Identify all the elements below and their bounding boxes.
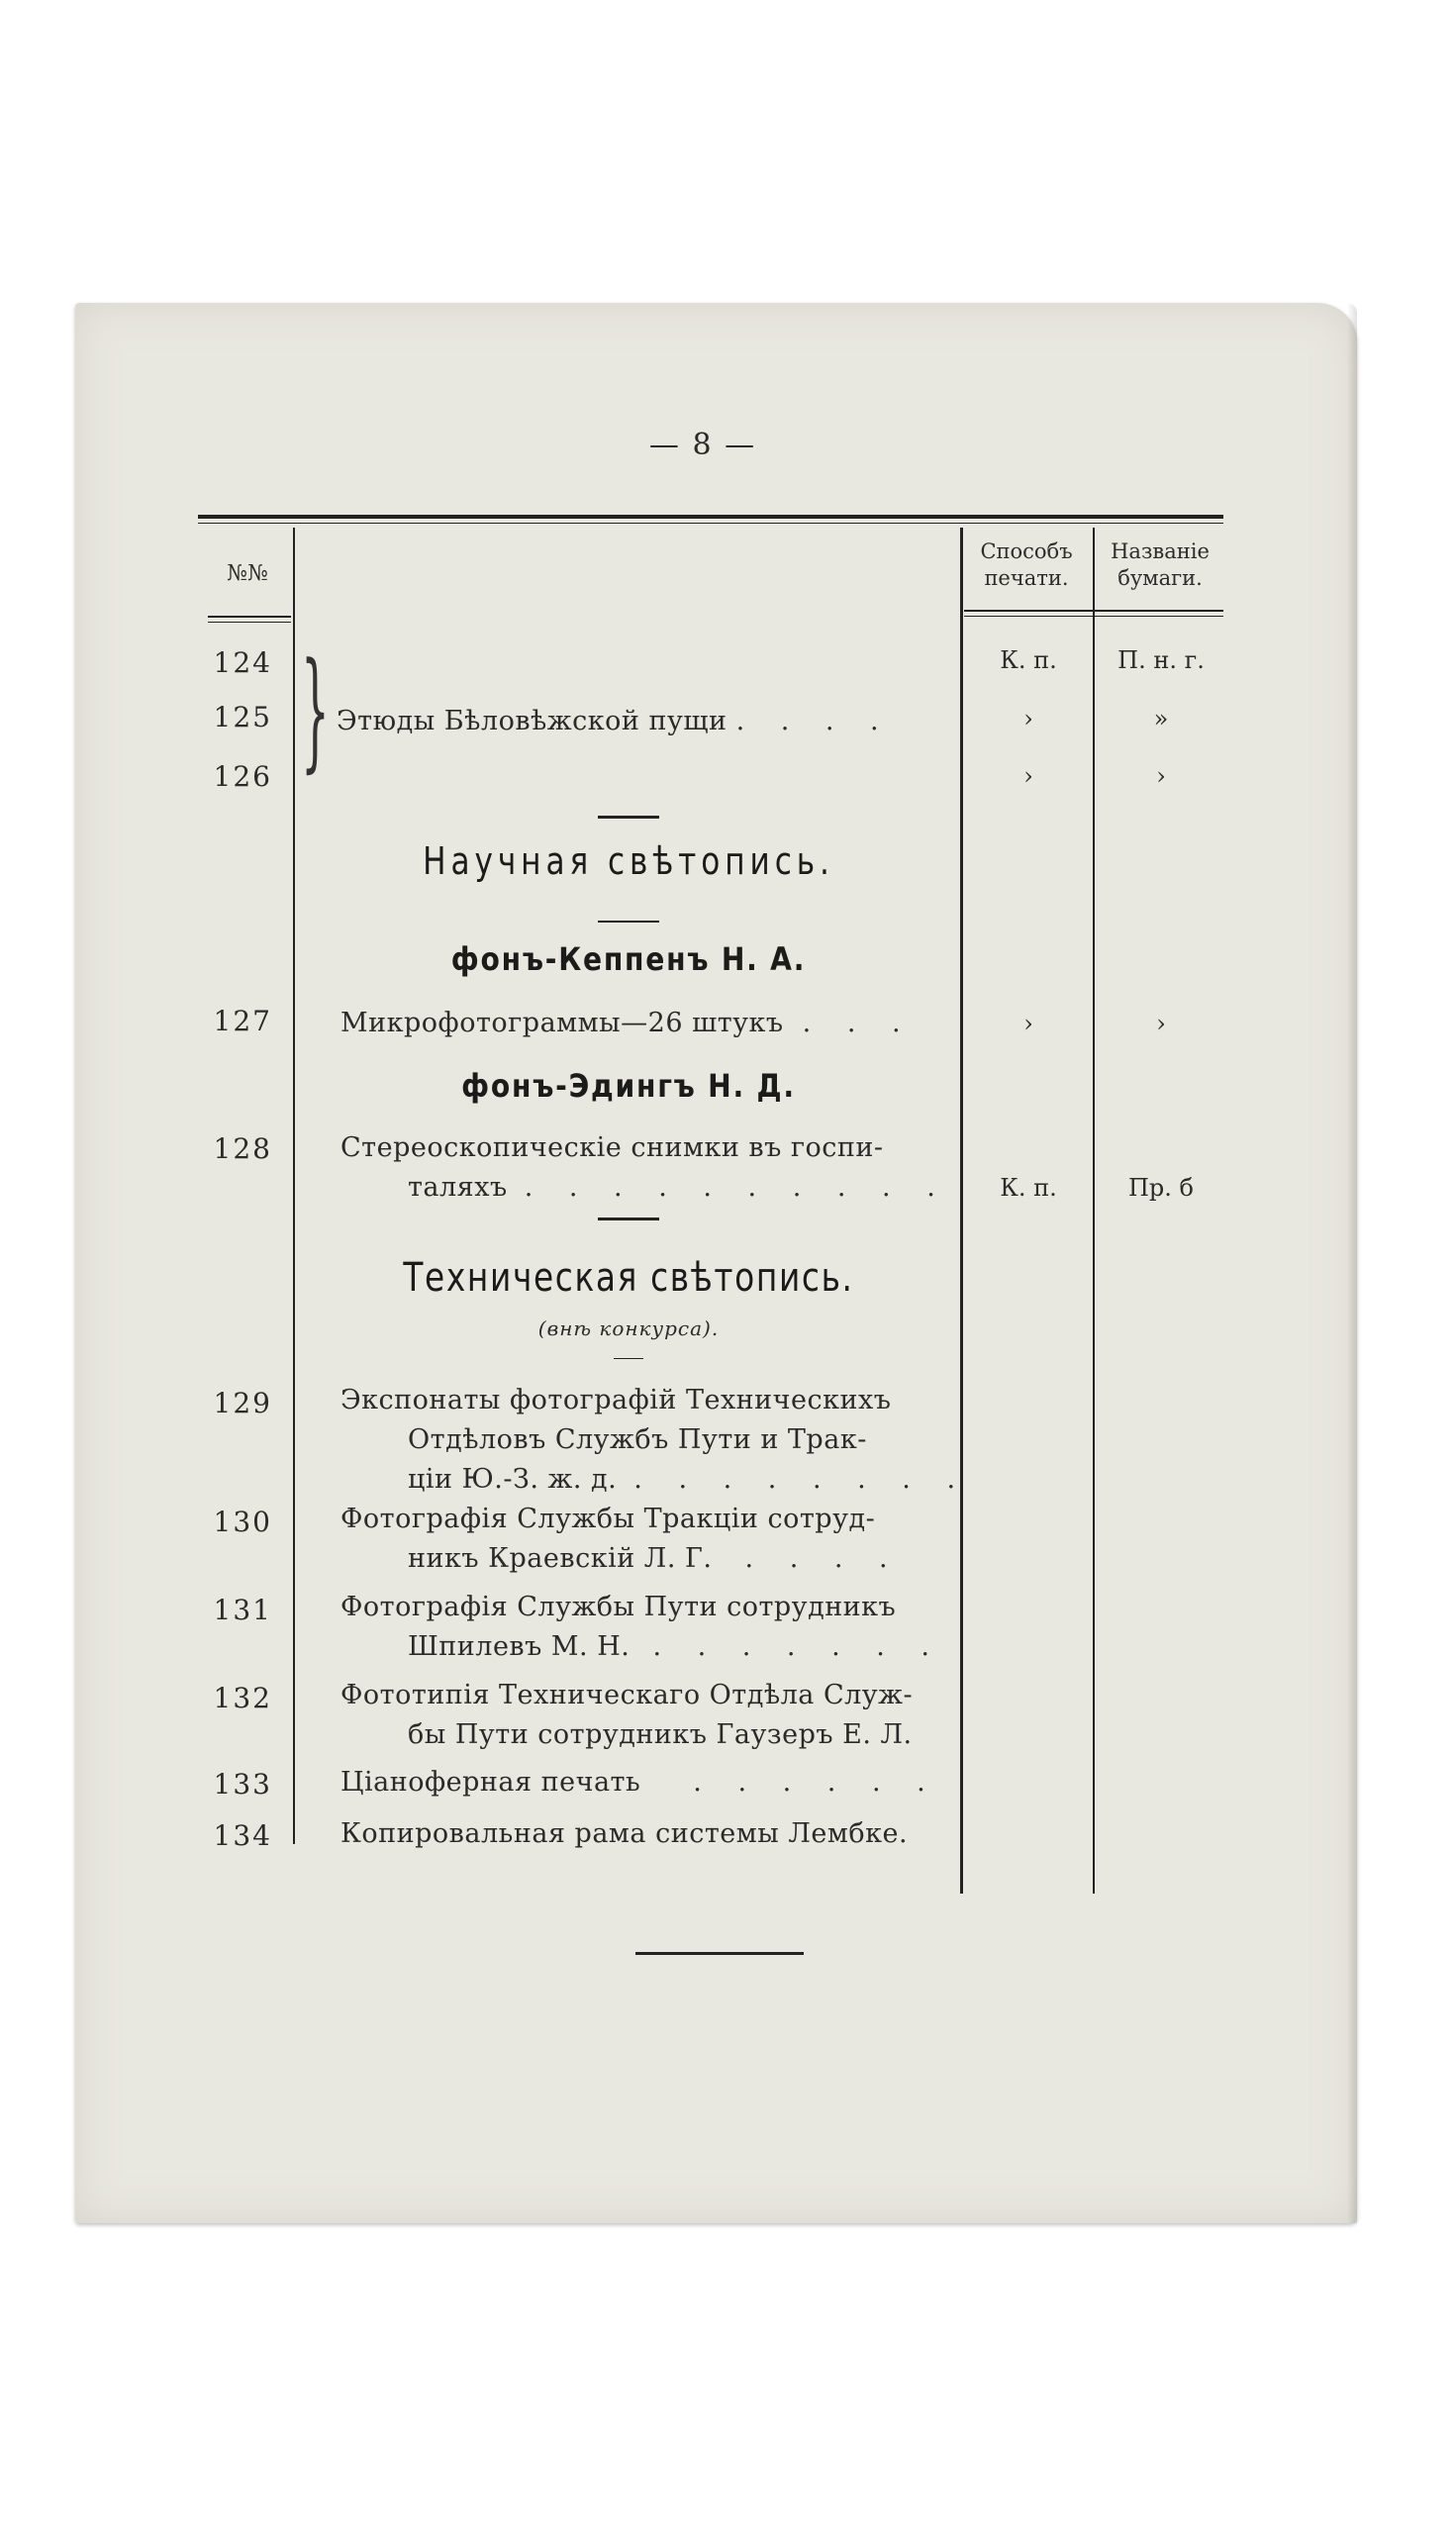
header-paper — [1093, 538, 1227, 592]
footer-rule — [635, 1952, 804, 1955]
entry-number-126: 126 — [213, 760, 272, 793]
header-num: №№ — [227, 561, 268, 586]
section-rule-top-technical — [598, 1218, 659, 1220]
entry-line3-129 — [340, 1460, 969, 1500]
entry-dots-131: . . . . . . . — [652, 1631, 944, 1662]
entry-paper-126: › — [1156, 762, 1166, 790]
table-top-rule-thin — [198, 523, 1223, 524]
column-divider-paper — [1093, 528, 1095, 1894]
entry-number-129: 129 — [213, 1387, 272, 1419]
header-rule-cols-2 — [964, 616, 1223, 617]
entry-method-128: К. п. — [1000, 1174, 1057, 1202]
entry-dots-125: . . . . — [735, 706, 893, 736]
entry-title-130 — [340, 1500, 902, 1579]
entry-number-131: 131 — [213, 1594, 272, 1626]
entry-number-128: 128 — [213, 1132, 272, 1165]
entry-method-127: › — [1023, 1010, 1033, 1037]
entry-dots-127: . . . — [802, 1008, 915, 1038]
section-rule-bottom-scientific — [598, 921, 659, 923]
entry-dots-129: . . . . . . . . — [633, 1464, 970, 1495]
entry-dots-130: . . . . — [744, 1543, 902, 1574]
entry-title-128 — [340, 1128, 949, 1208]
entry-title-131 — [340, 1588, 943, 1667]
column-divider-method — [960, 528, 963, 1894]
section-note-technical: (внѣ конкурса). — [537, 1316, 720, 1340]
entry-title-127 — [340, 1004, 915, 1043]
entry-line3-text-129: ціи Ю.-З. ж. д. — [408, 1464, 618, 1495]
header-rule-cols — [964, 610, 1223, 612]
entry-text-125: Этюды Бѣловѣжской пущи — [337, 706, 728, 736]
entry-number-124: 124 — [213, 646, 272, 679]
header-method — [960, 538, 1093, 592]
entry-number-127: 127 — [213, 1005, 272, 1037]
section-title-scientific: Научная свѣтопись. — [423, 839, 834, 883]
entry-line2-128 — [340, 1168, 949, 1208]
header-method-line2: печати. — [984, 566, 1069, 590]
entry-number-133: 133 — [213, 1768, 272, 1801]
entry-text-133: Ціаноферная печать — [340, 1767, 641, 1798]
header-method-line1: Способъ — [980, 539, 1073, 563]
entry-text-134: Копировальная рама системы Лембке. — [340, 1818, 909, 1849]
entry-line2-131 — [340, 1627, 943, 1667]
entry-text-127: Микрофотограммы—26 штукъ — [340, 1008, 784, 1038]
entry-number-125: 125 — [213, 701, 272, 733]
entry-line2-132: бы Пути сотрудникъ Гаузеръ Е. Л. — [408, 1719, 913, 1750]
entry-title-129 — [340, 1381, 969, 1500]
entry-line1-129: Экспонаты фотографій Техническихъ — [340, 1385, 892, 1415]
entry-line1-130: Фотографія Службы Тракціи сотруд- — [340, 1504, 876, 1534]
header-paper-line2: бумаги. — [1117, 566, 1203, 590]
entry-line1-128: Стереоскопическіе снимки въ госпи- — [340, 1132, 884, 1163]
table-top-rule — [198, 515, 1223, 519]
header-paper-line1: Названіе — [1111, 539, 1210, 563]
entry-paper-125: » — [1153, 705, 1169, 732]
entry-title-132 — [340, 1676, 913, 1755]
entry-method-126: › — [1023, 762, 1033, 790]
entry-title-134 — [340, 1814, 908, 1854]
entry-dots-133: . . . . . . — [693, 1767, 939, 1798]
entry-number-130: 130 — [213, 1506, 272, 1538]
entry-method-125: › — [1023, 705, 1033, 732]
entry-number-132: 132 — [213, 1682, 272, 1714]
header-rule-num-2 — [208, 622, 291, 623]
entry-dots-128: . . . . . . . . . . — [524, 1172, 949, 1203]
entry-line2-text-128: таляхъ — [408, 1172, 508, 1203]
column-divider-num — [293, 528, 295, 1844]
entry-paper-124: П. н. г. — [1117, 646, 1205, 674]
entry-line1-132: Фототипія Техническаго Отдѣла Служ- — [340, 1680, 914, 1710]
entry-method-124: К. п. — [1000, 646, 1057, 674]
entry-line2-text-130: никъ Краевскій Л. Г. — [408, 1543, 713, 1574]
entry-line2-129: Отдѣловъ Службъ Пути и Трак- — [408, 1424, 867, 1455]
entry-number-134: 134 — [213, 1819, 272, 1852]
section-rule-bottom-technical — [614, 1358, 643, 1359]
entry-line2-130 — [340, 1539, 902, 1579]
entry-paper-128: Пр. б — [1128, 1174, 1194, 1202]
entry-line2-text-131: Шпилевъ М. Н. — [408, 1631, 631, 1662]
brace-124-126: } — [301, 634, 330, 785]
author-eding: фонъ-Эдингъ Н. Д. — [461, 1067, 796, 1105]
section-title-technical: Техническая свѣтопись. — [403, 1255, 854, 1301]
entry-title-133 — [340, 1763, 939, 1803]
entry-title-125 — [337, 702, 893, 741]
entry-line1-131: Фотографія Службы Пути сотрудникъ — [340, 1592, 897, 1622]
author-keppen: фонъ-Кеппенъ Н. А. — [450, 940, 807, 978]
page-number: — 8 — — [648, 428, 757, 462]
entry-paper-127: › — [1156, 1010, 1166, 1037]
header-rule-num — [208, 616, 291, 618]
section-rule-top-scientific — [598, 816, 659, 819]
